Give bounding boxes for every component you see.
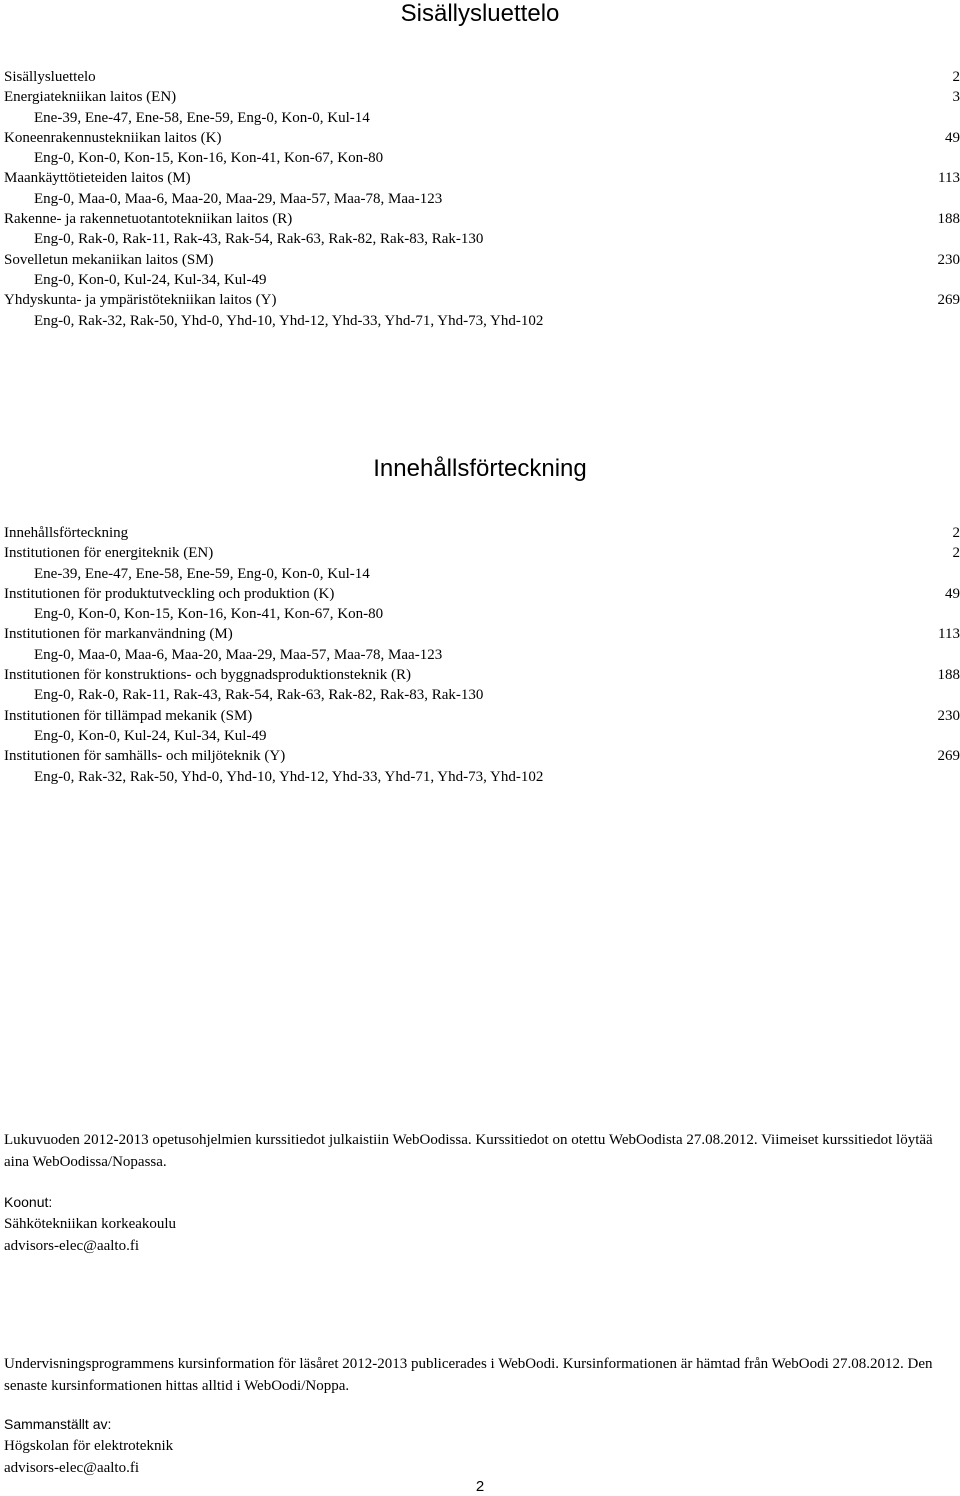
finnish-compiled-label: Koonut:: [4, 1191, 176, 1213]
toc-entry: [4, 209, 960, 229]
toc-page-number: 188: [938, 665, 960, 685]
toc-page-number: 2: [953, 543, 960, 563]
toc-page-number: 113: [938, 168, 960, 188]
finnish-compiled-block: [4, 1191, 176, 1257]
toc-page-number: 3: [953, 87, 960, 107]
toc-entry: [4, 624, 960, 644]
toc-entry-text: Institutionen för produktutveckling och produktion (K): [4, 586, 334, 602]
page-number: 2: [0, 1478, 960, 1496]
toc-page-number: 2: [953, 523, 960, 543]
toc-page-number: 269: [938, 290, 960, 310]
toc-entry-text: Eng-0, Kon-0, Kul-24, Kul-34, Kul-49: [34, 272, 266, 288]
toc-entry-text: Eng-0, Kon-0, Kul-24, Kul-34, Kul-49: [34, 728, 266, 744]
toc-page-number: 269: [938, 746, 960, 766]
toc-course-codes: [4, 685, 960, 705]
toc-course-codes: [4, 148, 960, 168]
swedish-compiled-label: Sammanställt av:: [4, 1413, 173, 1435]
finnish-toc: [4, 67, 960, 331]
toc-page-number: 113: [938, 624, 960, 644]
finnish-compiled-by: Sähkötekniikan korkeakoulu: [4, 1213, 176, 1235]
toc-entry-text: Sisällysluettelo: [4, 69, 96, 85]
swedish-compiled-block: [4, 1413, 173, 1479]
toc-entry-text: Institutionen för energiteknik (EN): [4, 545, 213, 561]
toc-entry-text: Energiatekniikan laitos (EN): [4, 89, 176, 105]
swedish-email: advisors-elec@aalto.fi: [4, 1457, 173, 1479]
toc-course-codes: [4, 270, 960, 290]
toc-entry: [4, 250, 960, 270]
toc-entry-text: Institutionen för markanvändning (M): [4, 626, 233, 642]
toc-entry-text: Ene-39, Ene-47, Ene-58, Ene-59, Eng-0, Kon-0, Kul-14: [34, 110, 370, 126]
toc-entry-text: Eng-0, Rak-0, Rak-11, Rak-43, Rak-54, Rak-63, Rak-82, Rak-83, Rak-130: [34, 231, 483, 247]
finnish-notice: Lukuvuoden 2012-2013 opetusohjelmien kurssitiedot julkaistiin WebOodissa. Kurssitiedot on otettu WebOodista 27.08.2012. Viimeiset kurssitiedot löytää aina WebOodissa/Nopassa.: [4, 1129, 956, 1173]
finnish-email: advisors-elec@aalto.fi: [4, 1235, 176, 1257]
toc-entry: [4, 87, 960, 107]
toc-entry-text: Institutionen för konstruktions- och byggnadsproduktionsteknik (R): [4, 667, 411, 683]
toc-entry-text: Yhdyskunta- ja ympäristötekniikan laitos (Y): [4, 292, 276, 308]
toc-entry: [4, 584, 960, 604]
toc-entry: [4, 543, 960, 563]
swedish-notice: Undervisningsprogrammens kursinformation för läsåret 2012-2013 publicerades i WebOodi. Kursinformationen är hämtad från WebOodi 27.08.2012. Den senaste kursinformationen hittas alltid i WebOodi/Noppa.: [4, 1353, 956, 1397]
toc-course-codes: [4, 189, 960, 209]
toc-entry-text: Koneenrakennustekniikan laitos (K): [4, 130, 221, 146]
toc-entry-text: Rakenne- ja rakennetuotantotekniikan laitos (R): [4, 211, 292, 227]
toc-course-codes: [4, 767, 960, 787]
toc-entry-text: Ene-39, Ene-47, Ene-58, Ene-59, Eng-0, Kon-0, Kul-14: [34, 566, 370, 582]
toc-page-number: 230: [938, 706, 960, 726]
toc-entry: [4, 290, 960, 310]
toc-entry-text: Eng-0, Rak-32, Rak-50, Yhd-0, Yhd-10, Yhd-12, Yhd-33, Yhd-71, Yhd-73, Yhd-102: [34, 313, 543, 329]
toc-page-number: 49: [945, 128, 960, 148]
toc-entry: [4, 168, 960, 188]
toc-entry-text: Eng-0, Kon-0, Kon-15, Kon-16, Kon-41, Kon-67, Kon-80: [34, 606, 383, 622]
toc-entry-text: Eng-0, Kon-0, Kon-15, Kon-16, Kon-41, Kon-67, Kon-80: [34, 150, 383, 166]
toc-course-codes: [4, 311, 960, 331]
toc-entry: [4, 706, 960, 726]
toc-entry-text: Eng-0, Maa-0, Maa-6, Maa-20, Maa-29, Maa-57, Maa-78, Maa-123: [34, 647, 442, 663]
swedish-title: Innehållsförteckning: [0, 455, 960, 483]
toc-entry-text: Institutionen för tillämpad mekanik (SM): [4, 708, 252, 724]
toc-course-codes: [4, 604, 960, 624]
toc-page-number: 230: [938, 250, 960, 270]
toc-entry-text: Innehållsförteckning: [4, 525, 128, 541]
toc-course-codes: [4, 108, 960, 128]
toc-page-number: 188: [938, 209, 960, 229]
toc-entry-text: Institutionen för samhälls- och miljöteknik (Y): [4, 748, 285, 764]
toc-entry: [4, 523, 960, 543]
toc-course-codes: [4, 645, 960, 665]
toc-entry: [4, 746, 960, 766]
toc-entry: [4, 665, 960, 685]
toc-course-codes: [4, 229, 960, 249]
finnish-title: Sisällysluettelo: [0, 0, 960, 28]
toc-course-codes: [4, 726, 960, 746]
toc-entry-text: Maankäyttötieteiden laitos (M): [4, 170, 191, 186]
toc-entry-text: Sovelletun mekaniikan laitos (SM): [4, 252, 214, 268]
toc-entry-text: Eng-0, Maa-0, Maa-6, Maa-20, Maa-29, Maa-57, Maa-78, Maa-123: [34, 191, 442, 207]
toc-entry-text: Eng-0, Rak-0, Rak-11, Rak-43, Rak-54, Rak-63, Rak-82, Rak-83, Rak-130: [34, 687, 483, 703]
toc-course-codes: [4, 564, 960, 584]
toc-entry: [4, 67, 960, 87]
toc-page-number: 2: [953, 67, 960, 87]
toc-entry: [4, 128, 960, 148]
swedish-compiled-by: Högskolan för elektroteknik: [4, 1435, 173, 1457]
toc-entry-text: Eng-0, Rak-32, Rak-50, Yhd-0, Yhd-10, Yhd-12, Yhd-33, Yhd-71, Yhd-73, Yhd-102: [34, 769, 543, 785]
swedish-toc: [4, 523, 960, 787]
toc-page-number: 49: [945, 584, 960, 604]
